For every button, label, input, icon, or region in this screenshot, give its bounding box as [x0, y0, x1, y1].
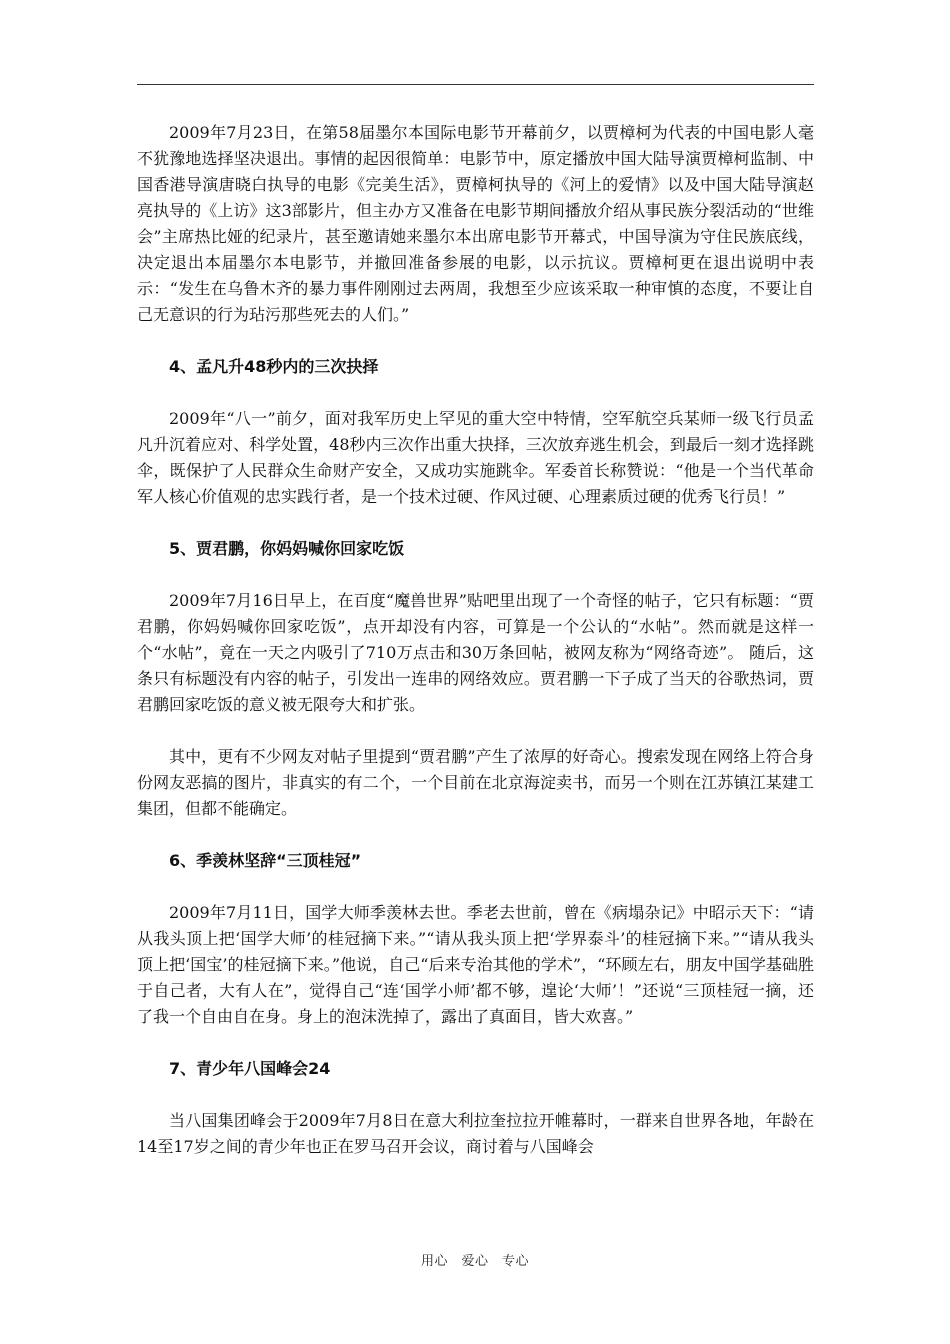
section-5-body-2: 其中，更有不少网友对帖子里提到“贾君鹏”产生了浓厚的好奇心。搜索发现在网络上符合身份网友恶搞的图片，非真实的有二个，一个目前在北京海淀卖书，而另一个则在江苏镇江某建工集团，但都不能确定。	[137, 747, 814, 818]
section-5-heading: 5、贾君鹏，你妈妈喊你回家吃饭	[169, 539, 405, 558]
section-6-heading: 6、季羡林坚辞“三顶桂冠”	[169, 851, 362, 870]
section-4-body: 2009年“八一”前夕，面对我军历史上罕见的重大空中特情，空军航空兵某师一级飞行员孟凡升沉着应对、科学处置，48秒内三次作出重大抉择，三次放弃逃生机会，到最后一刻才选择跳伞，既保护了人民群众生命财产安全，又成功实施跳伞。军委首长称赞说：“他是一个当代革命军人核心价值观的忠实践行者，是一个技术过硬、作风过硬、心理素质过硬的优秀飞行员！”	[137, 409, 814, 506]
document-body	[137, 120, 814, 1160]
header-rule	[137, 84, 814, 85]
section-5-body-1: 2009年7月16日早上，在百度“魔兽世界”贴吧里出现了一个奇怪的帖子，它只有标题：“贾君鹏，你妈妈喊你回家吃饭”，点开却没有内容，可算是一个公认的“水帖”。然而就是这样一个“水帖”，竟在一天之内吸引了710万点击和30万条回帖，被网友称为“网络奇迹”。 随后，这条只有标题没有内容的帖子，引发出一连串的网络效应。贾君鹏一下子成了当天的谷歌热词，贾君鹏回家吃饭的意义被无限夸大和扩张。	[137, 591, 814, 714]
section-4-heading: 4、孟凡升48秒内的三次抉择	[169, 357, 379, 376]
section-7-body: 当八国集团峰会于2009年7月8日在意大利拉奎拉拉开帷幕时，一群来自世界各地，年龄在14至17岁之间的青少年也正在罗马召开会议，商讨着与八国峰会	[137, 1111, 814, 1156]
section-7-heading: 7、青少年八国峰会24	[169, 1059, 331, 1078]
page-footer: 用心 爱心 专心	[420, 1254, 529, 1269]
intro-paragraph: 2009年7月23日，在第58届墨尔本国际电影节开幕前夕，以贾樟柯为代表的中国电影人毫不犹豫地选择坚决退出。事情的起因很简单：电影节中，原定播放中国大陆导演贾樟柯监制、中国香港导演唐晓白执导的电影《完美生活》，贾樟柯执导的《河上的爱情》以及中国大陆导演赵亮执导的《上访》这3部影片，但主办方又准备在电影节期间播放介绍从事民族分裂活动的“世维会”主席热比娅的纪录片，甚至邀请她来墨尔本出席电影节开幕式，中国导演为守住民族底线，决定退出本届墨尔本电影节，并撤回准备参展的电影，以示抗议。贾樟柯更在退出说明中表示：“发生在乌鲁木齐的暴力事件刚刚过去两周，我想至少应该采取一种审慎的态度，不要让自己无意识的行为玷污那些死去的人们。”	[137, 123, 814, 324]
section-6-body: 2009年7月11日，国学大师季羡林去世。季老去世前，曾在《病塌杂记》中昭示天下：“请从我头顶上把‘国学大师’的桂冠摘下来。”“请从我头顶上把‘学界泰斗’的桂冠摘下来。”“请从我头顶上把‘国宝’的桂冠摘下来。”他说，自己“后来专治其他的学术”，“环顾左右，朋友中国学基础胜于自己者，大有人在”，觉得自己“连‘国学小师’都不够，遑论‘大师’！”还说“三顶桂冠一摘，还了我一个自由自在身。身上的泡沫洗掉了，露出了真面目，皆大欢喜。”	[137, 903, 814, 1026]
